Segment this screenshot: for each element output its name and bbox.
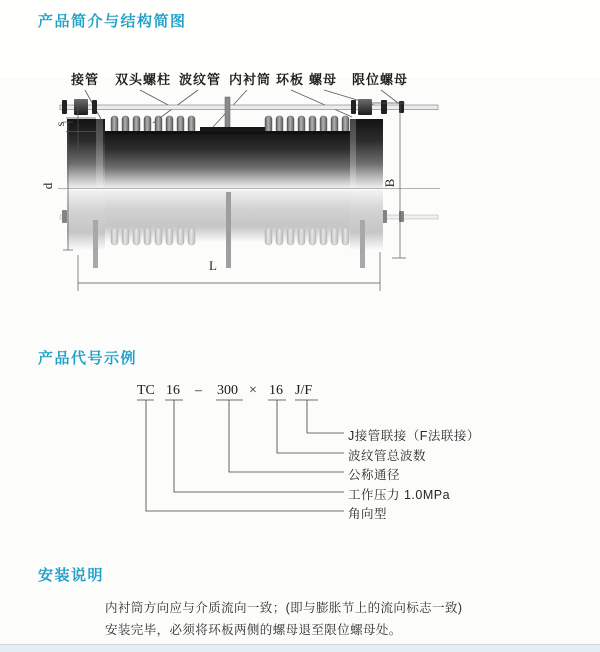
joint-body-mirror xyxy=(60,190,438,268)
section-install-heading: 安装说明 xyxy=(38,567,105,584)
stud-plate-icon xyxy=(74,99,88,115)
callout-waves: 波纹管总波数 xyxy=(348,449,427,463)
callout-diameter: 公称通径 xyxy=(348,468,401,482)
install-instruction-line2: 安装完毕，必须将环板两侧的螺母退至限位螺母处。 xyxy=(105,623,402,637)
code-token-connection: J/F xyxy=(295,383,313,398)
part-label-liner: 内衬筒 xyxy=(228,72,272,87)
inner-liner-edge xyxy=(200,127,265,132)
nut-icon xyxy=(62,100,67,114)
code-token-dash: – xyxy=(195,383,202,398)
nut-icon xyxy=(351,100,356,114)
nut-icon xyxy=(381,100,387,114)
ring-plate-stud-bottom xyxy=(360,220,365,268)
nut-icon xyxy=(92,100,97,114)
part-label-nut: 螺母 xyxy=(308,72,338,87)
dim-label-l: L xyxy=(209,258,217,273)
part-label-stud: 双头螺柱 xyxy=(114,72,172,87)
ring-plate-stud-center xyxy=(226,192,231,268)
section-intro-heading: 产品简介与结构简图 xyxy=(38,13,187,30)
dim-label-s: s xyxy=(53,121,67,127)
part-label-bellows: 波纹管 xyxy=(178,72,222,87)
code-connector-lines xyxy=(0,375,600,525)
callout-connection: J接管联接（F法联接） xyxy=(348,429,480,443)
install-instruction-line1: 内衬筒方向应与介质流向一致；(即与膨胀节上的流向标志一致) xyxy=(105,601,463,615)
section-code-heading: 产品代号示例 xyxy=(38,350,138,367)
footer-strip xyxy=(0,644,600,652)
callout-pressure: 工作压力 1.0MPa xyxy=(348,488,451,502)
dim-label-b: B xyxy=(382,178,397,188)
bellows-shell xyxy=(105,131,350,188)
tie-rod-top xyxy=(60,99,438,115)
part-label-ring-plate: 环板 xyxy=(275,72,305,87)
code-token-model: TC xyxy=(137,383,155,398)
code-token-waves: 16 xyxy=(269,383,283,398)
ring-plate-stud-bottom xyxy=(93,220,98,268)
part-label-pipe: 接管 xyxy=(70,72,100,87)
code-token-diameter: 300 xyxy=(217,383,238,398)
part-label-limit-nut: 限位螺母 xyxy=(351,72,409,87)
callout-model: 角向型 xyxy=(348,507,388,521)
dim-label-d: d xyxy=(40,182,55,190)
code-token-pressure: 16 xyxy=(166,383,180,398)
stud-plate-icon xyxy=(358,99,372,115)
code-token-times: × xyxy=(249,383,257,398)
